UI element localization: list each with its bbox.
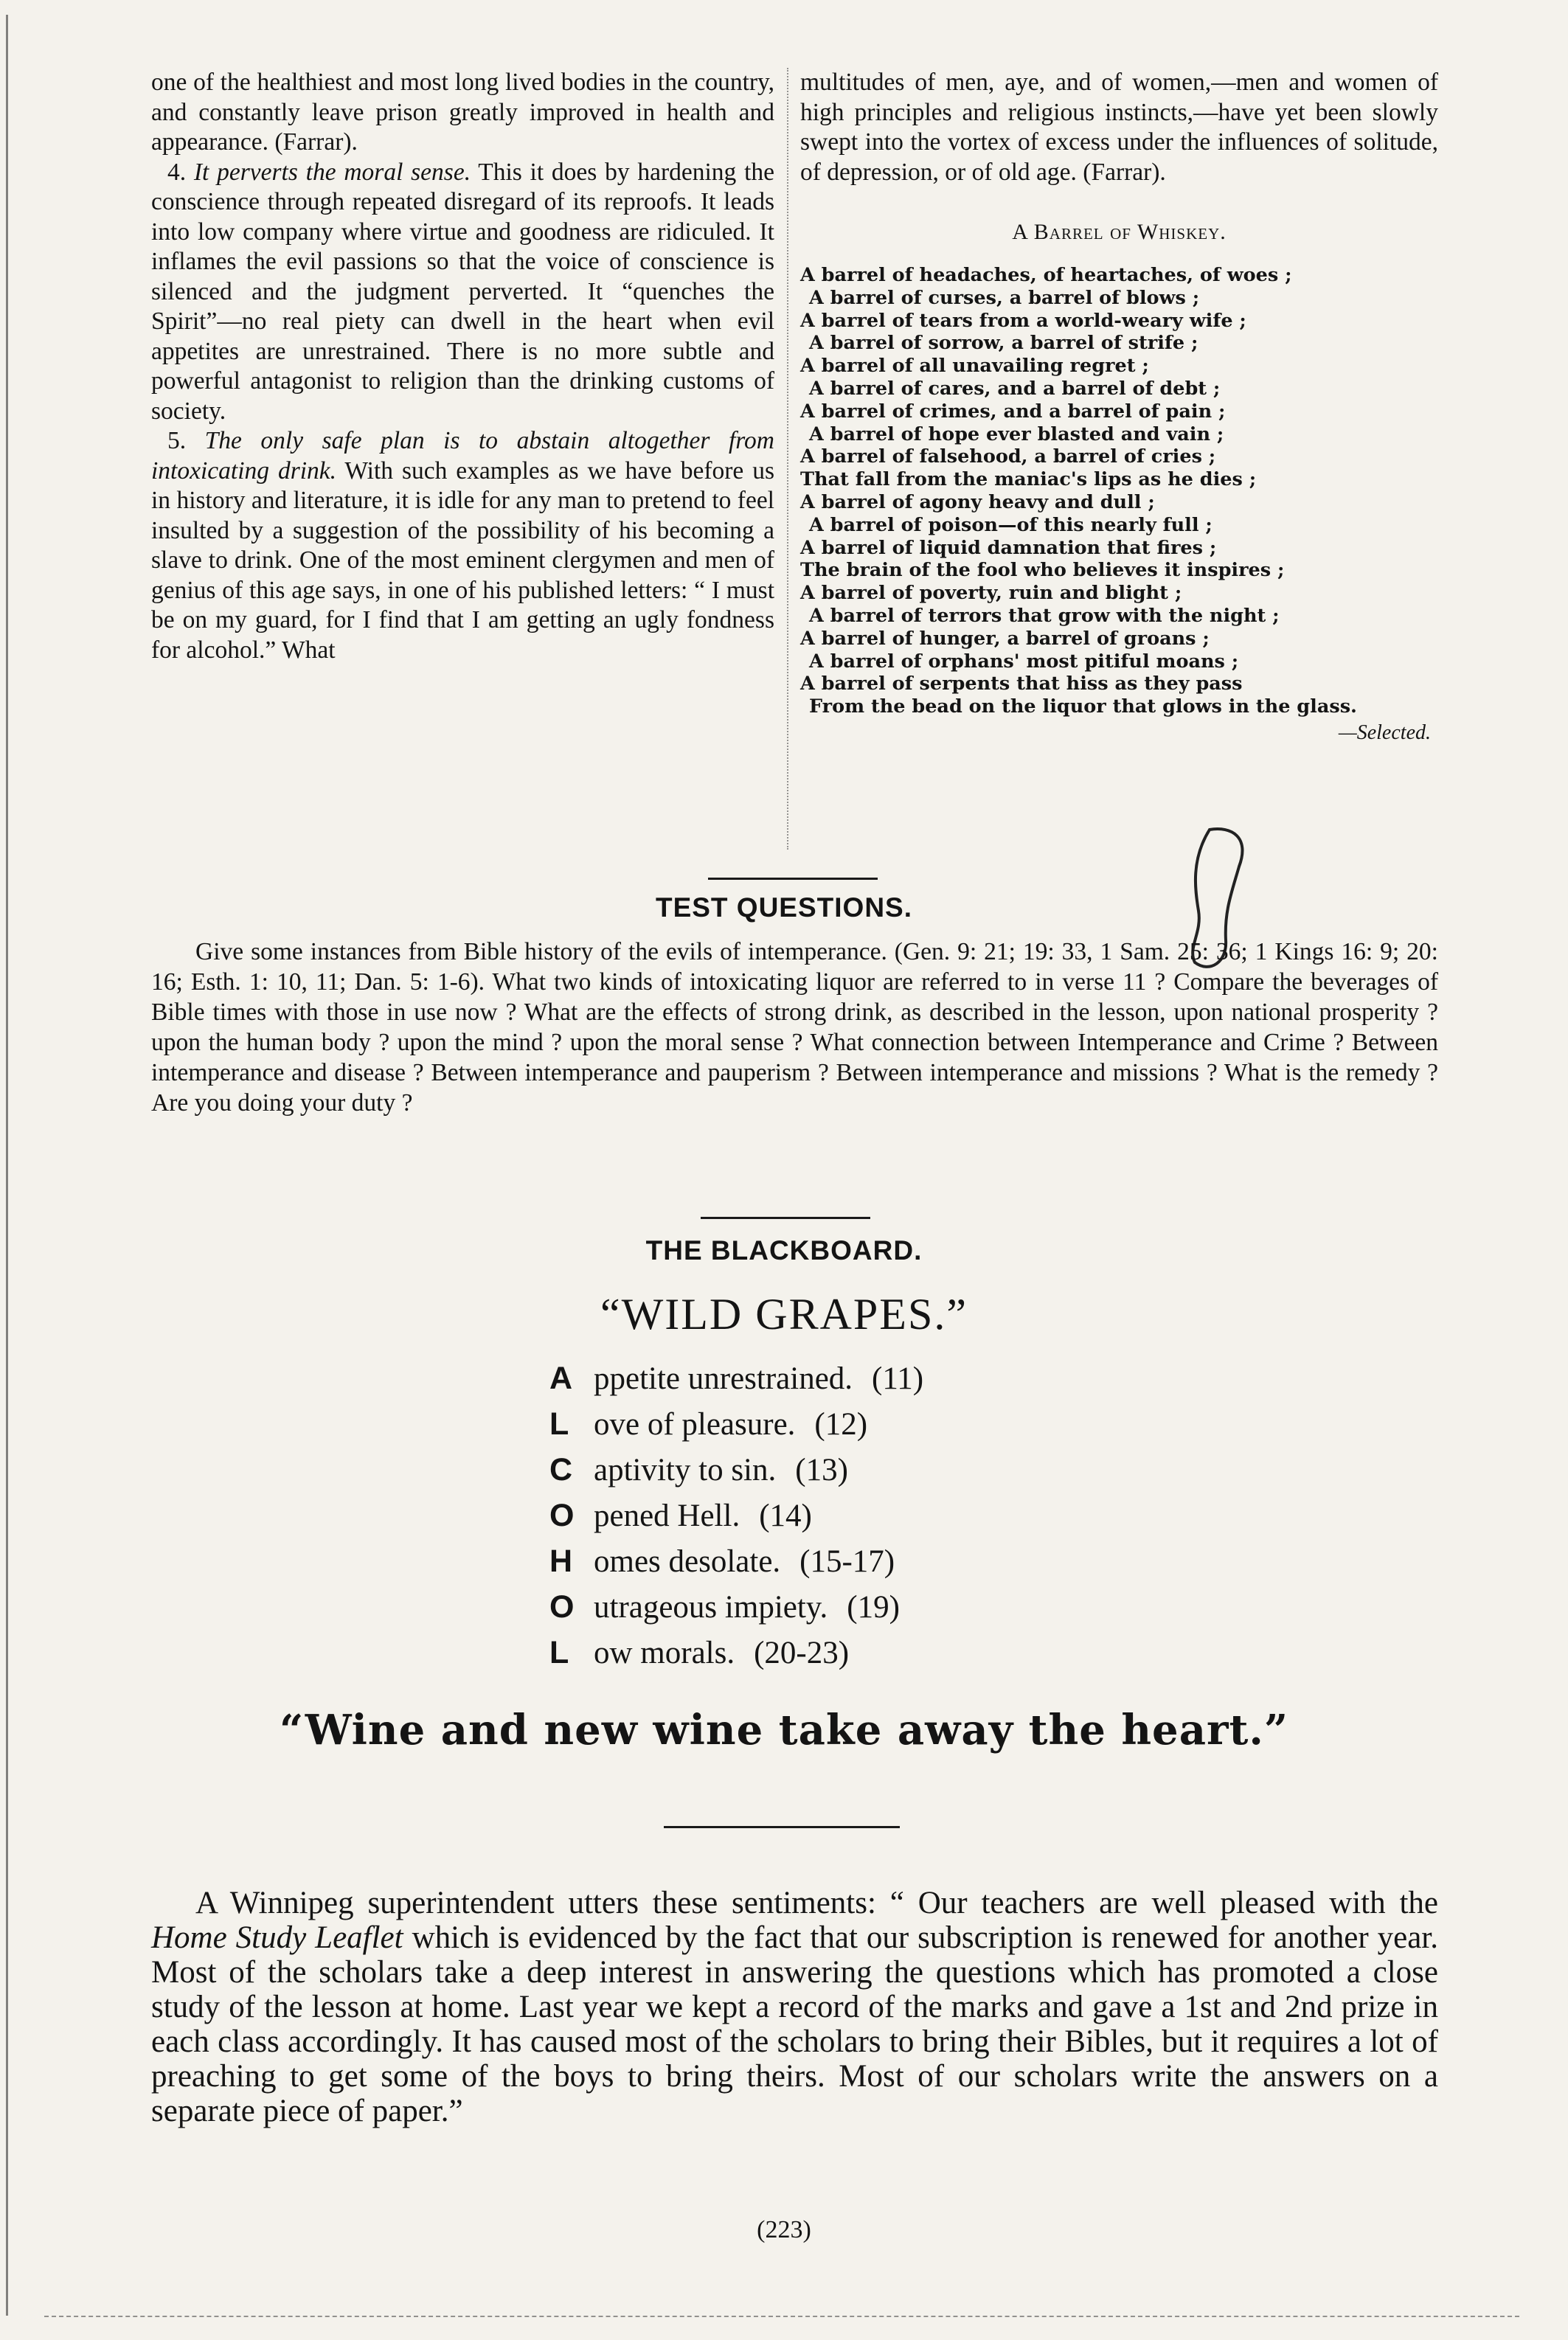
left-column <box>151 68 774 665</box>
acrostic-verse-ref: (13) <box>795 1452 848 1487</box>
poem-line: From the bead on the liquor that glows in the glass. <box>809 695 1357 718</box>
poem-line: A barrel of all unavailing regret ; <box>800 355 1149 378</box>
poem-line: That fall from the maniac's lips as he dies ; <box>800 468 1257 491</box>
rule-divider <box>701 1217 870 1219</box>
acrostic-row <box>549 1447 923 1493</box>
acrostic-text: ove of pleasure. <box>594 1406 796 1442</box>
leaflet-title: Home Study Leaflet <box>151 1920 403 1955</box>
poem-credit: —Selected. <box>1338 721 1431 744</box>
poem-line: A barrel of poverty, ruin and blight ; <box>800 582 1182 605</box>
acrostic-row <box>549 1630 923 1676</box>
poem-line: A barrel of curses, a barrel of blows ; <box>809 286 1200 309</box>
acrostic-row <box>549 1401 923 1447</box>
acrostic-text: aptivity to sin. <box>594 1452 777 1487</box>
paragraph-5-body: With such examples as we have before us in history and literature, it is idle for any man to pretend to feel insulted by a suggestion of the possibility of his becoming a slave to drink. One of the most eminent clergymen and men of genius of this age says, in one of his published letters: “ I must be on my guard, for I find that I am getting an ugly fondness for alcohol.” What <box>151 456 774 664</box>
acrostic-verse-ref: (20-23) <box>754 1635 850 1670</box>
acrostic-row <box>549 1584 923 1630</box>
closing-text-start: A Winnipeg superintendent utters these sentiments: “ Our teachers are well pleased with the <box>195 1886 1438 1920</box>
paragraph-4-number: 4. <box>167 158 187 186</box>
poem-line: A barrel of terrors that grow with the night ; <box>809 604 1280 627</box>
two-column-section <box>151 68 1438 879</box>
acrostic-letter: C <box>549 1451 573 1487</box>
paragraph-5-lead: The only safe plan is to abstain altogether from intoxicating drink. <box>151 427 774 485</box>
paragraph-4-lead: It perverts the moral sense. <box>193 158 471 186</box>
blackboard-heading: THE BLACKBOARD. <box>645 1235 923 1266</box>
acrostic-text: utrageous impiety. <box>594 1589 828 1625</box>
poem-title: A Barrel of Whiskey. <box>1012 220 1227 244</box>
acrostic-verse-ref: (11) <box>872 1361 924 1396</box>
poem-line: A barrel of crimes, and a barrel of pain ; <box>800 400 1226 423</box>
acrostic-text: pened Hell. <box>594 1498 740 1533</box>
poem-line: A barrel of orphans' most pitiful moans ; <box>809 650 1239 673</box>
acrostic-letter: H <box>549 1543 573 1579</box>
poem-line: A barrel of agony heavy and dull ; <box>800 490 1155 513</box>
closing-paragraph <box>151 1886 1438 2128</box>
acrostic-letter: L <box>549 1634 569 1670</box>
poem <box>800 264 1438 718</box>
paragraph-4 <box>151 158 774 427</box>
closing-text-end: which is evidenced by the fact that our subscription is renewed for another year. Most of the scholars take a deep interest in answering the questions which has promoted a close study of the lesson at home. Last year we kept a record of the marks and gave a 1st and 2nd prize in each class accordingly. It has caused most of the scholars to bring their Bibles, but it requires a lot of preaching to get some of the boys to bring theirs. Most of our scholars write the answers on a separate piece of paper.” <box>151 1920 1438 2128</box>
acrostic-verse-ref: (19) <box>847 1589 900 1625</box>
acrostic-text: ow morals. <box>594 1635 735 1670</box>
acrostic-row <box>549 1538 923 1584</box>
acrostic-letter: O <box>549 1589 575 1625</box>
paragraph-5-number: 5. <box>167 427 187 454</box>
page-number: (223) <box>757 2216 811 2243</box>
right-column <box>800 68 1438 745</box>
blackboard-title: “WILD GRAPES.” <box>600 1290 968 1339</box>
paragraph-4-body: This it does by hardening the conscience through repeated disregard of its reproofs. It leads into low company where virtue and goodness are ridiculed. It inflames the evil passions so that the voice of conscience is silenced and the judgment perverted. It “quenches the Spirit”—no real piety can dwell in the heart when evil appetites are unrestrained. There is no more subtle and powerful antagonist to religion than the drinking customs of society. <box>151 158 774 425</box>
page-edge-left <box>6 15 13 2316</box>
poem-line: A barrel of poison—of this nearly full ; <box>809 513 1213 536</box>
poem-line: A barrel of cares, and a barrel of debt ; <box>809 377 1221 400</box>
poem-line: The brain of the fool who believes it inspires ; <box>800 559 1285 582</box>
page-edge-bottom <box>44 2316 1519 2317</box>
test-questions-heading: TEST QUESTIONS. <box>655 892 913 923</box>
paragraph-intro: one of the healthiest and most long lived bodies in the country, and constantly leave prison greatly improved in health and appearance. (Farrar). <box>151 69 774 156</box>
acrostic-verse-ref: (15-17) <box>799 1544 895 1579</box>
acrostic-letter: O <box>549 1497 575 1533</box>
acrostic-letter: A <box>549 1360 573 1396</box>
poem-line: A barrel of hunger, a barrel of groans ; <box>800 627 1210 650</box>
rule-divider <box>708 878 878 880</box>
test-questions-text: Give some instances from Bible history of the evils of intemperance. (Gen. 9: 21; 19: 33, 1 Sam. 25: 36; 1 Kings 16: 9; 20: 16; Esth. 1: 10, 11; Dan. 5: 1-6). What two kinds of intoxicating liquor are referred to in verse 11 ? Compare the beverages of Bible times with those in use now ? What are the effects of strong drink, as described in the lesson, upon national prosperity ? upon the human body ? upon the mind ? upon the moral sense ? What connection between Intemperance and Crime ? Between intemperance and disease ? Between intemperance and pauperism ? Between intemperance and missions ? What is the remedy ? Are you doing your duty ? <box>151 938 1438 1117</box>
acrostic-text: ppetite unrestrained. <box>594 1361 853 1396</box>
poem-line: A barrel of tears from a world-weary wife ; <box>800 309 1246 332</box>
poem-line: A barrel of sorrow, a barrel of strife ; <box>809 332 1198 355</box>
acrostic-letter: L <box>549 1406 569 1442</box>
acrostic-row <box>549 1355 923 1401</box>
acrostic-list <box>549 1355 923 1676</box>
poem-line: A barrel of headaches, of heartaches, of woes ; <box>800 264 1292 286</box>
paragraph-5 <box>151 426 774 665</box>
paragraph-continued: multitudes of men, aye, and of women,—men and women of high principles and religious instincts,—have yet been slowly swept into the vortex of excess under the influences of solitude, of depression, or of old age. (Farrar). <box>800 69 1438 186</box>
poem-line: A barrel of liquid damnation that fires ; <box>800 536 1217 559</box>
poem-line: A barrel of falsehood, a barrel of cries ; <box>800 445 1216 468</box>
acrostic-row <box>549 1493 923 1538</box>
acrostic-verse-ref: (14) <box>759 1498 812 1533</box>
poem-line: A barrel of hope ever blasted and vain ; <box>809 423 1224 445</box>
acrostic-text: omes desolate. <box>594 1544 781 1579</box>
motto: “Wine and new wine take away the heart.” <box>279 1706 1289 1754</box>
column-divider <box>787 68 788 850</box>
poem-line: A barrel of serpents that hiss as they pass <box>800 673 1243 695</box>
rule-divider <box>664 1826 900 1828</box>
acrostic-verse-ref: (12) <box>814 1406 868 1442</box>
